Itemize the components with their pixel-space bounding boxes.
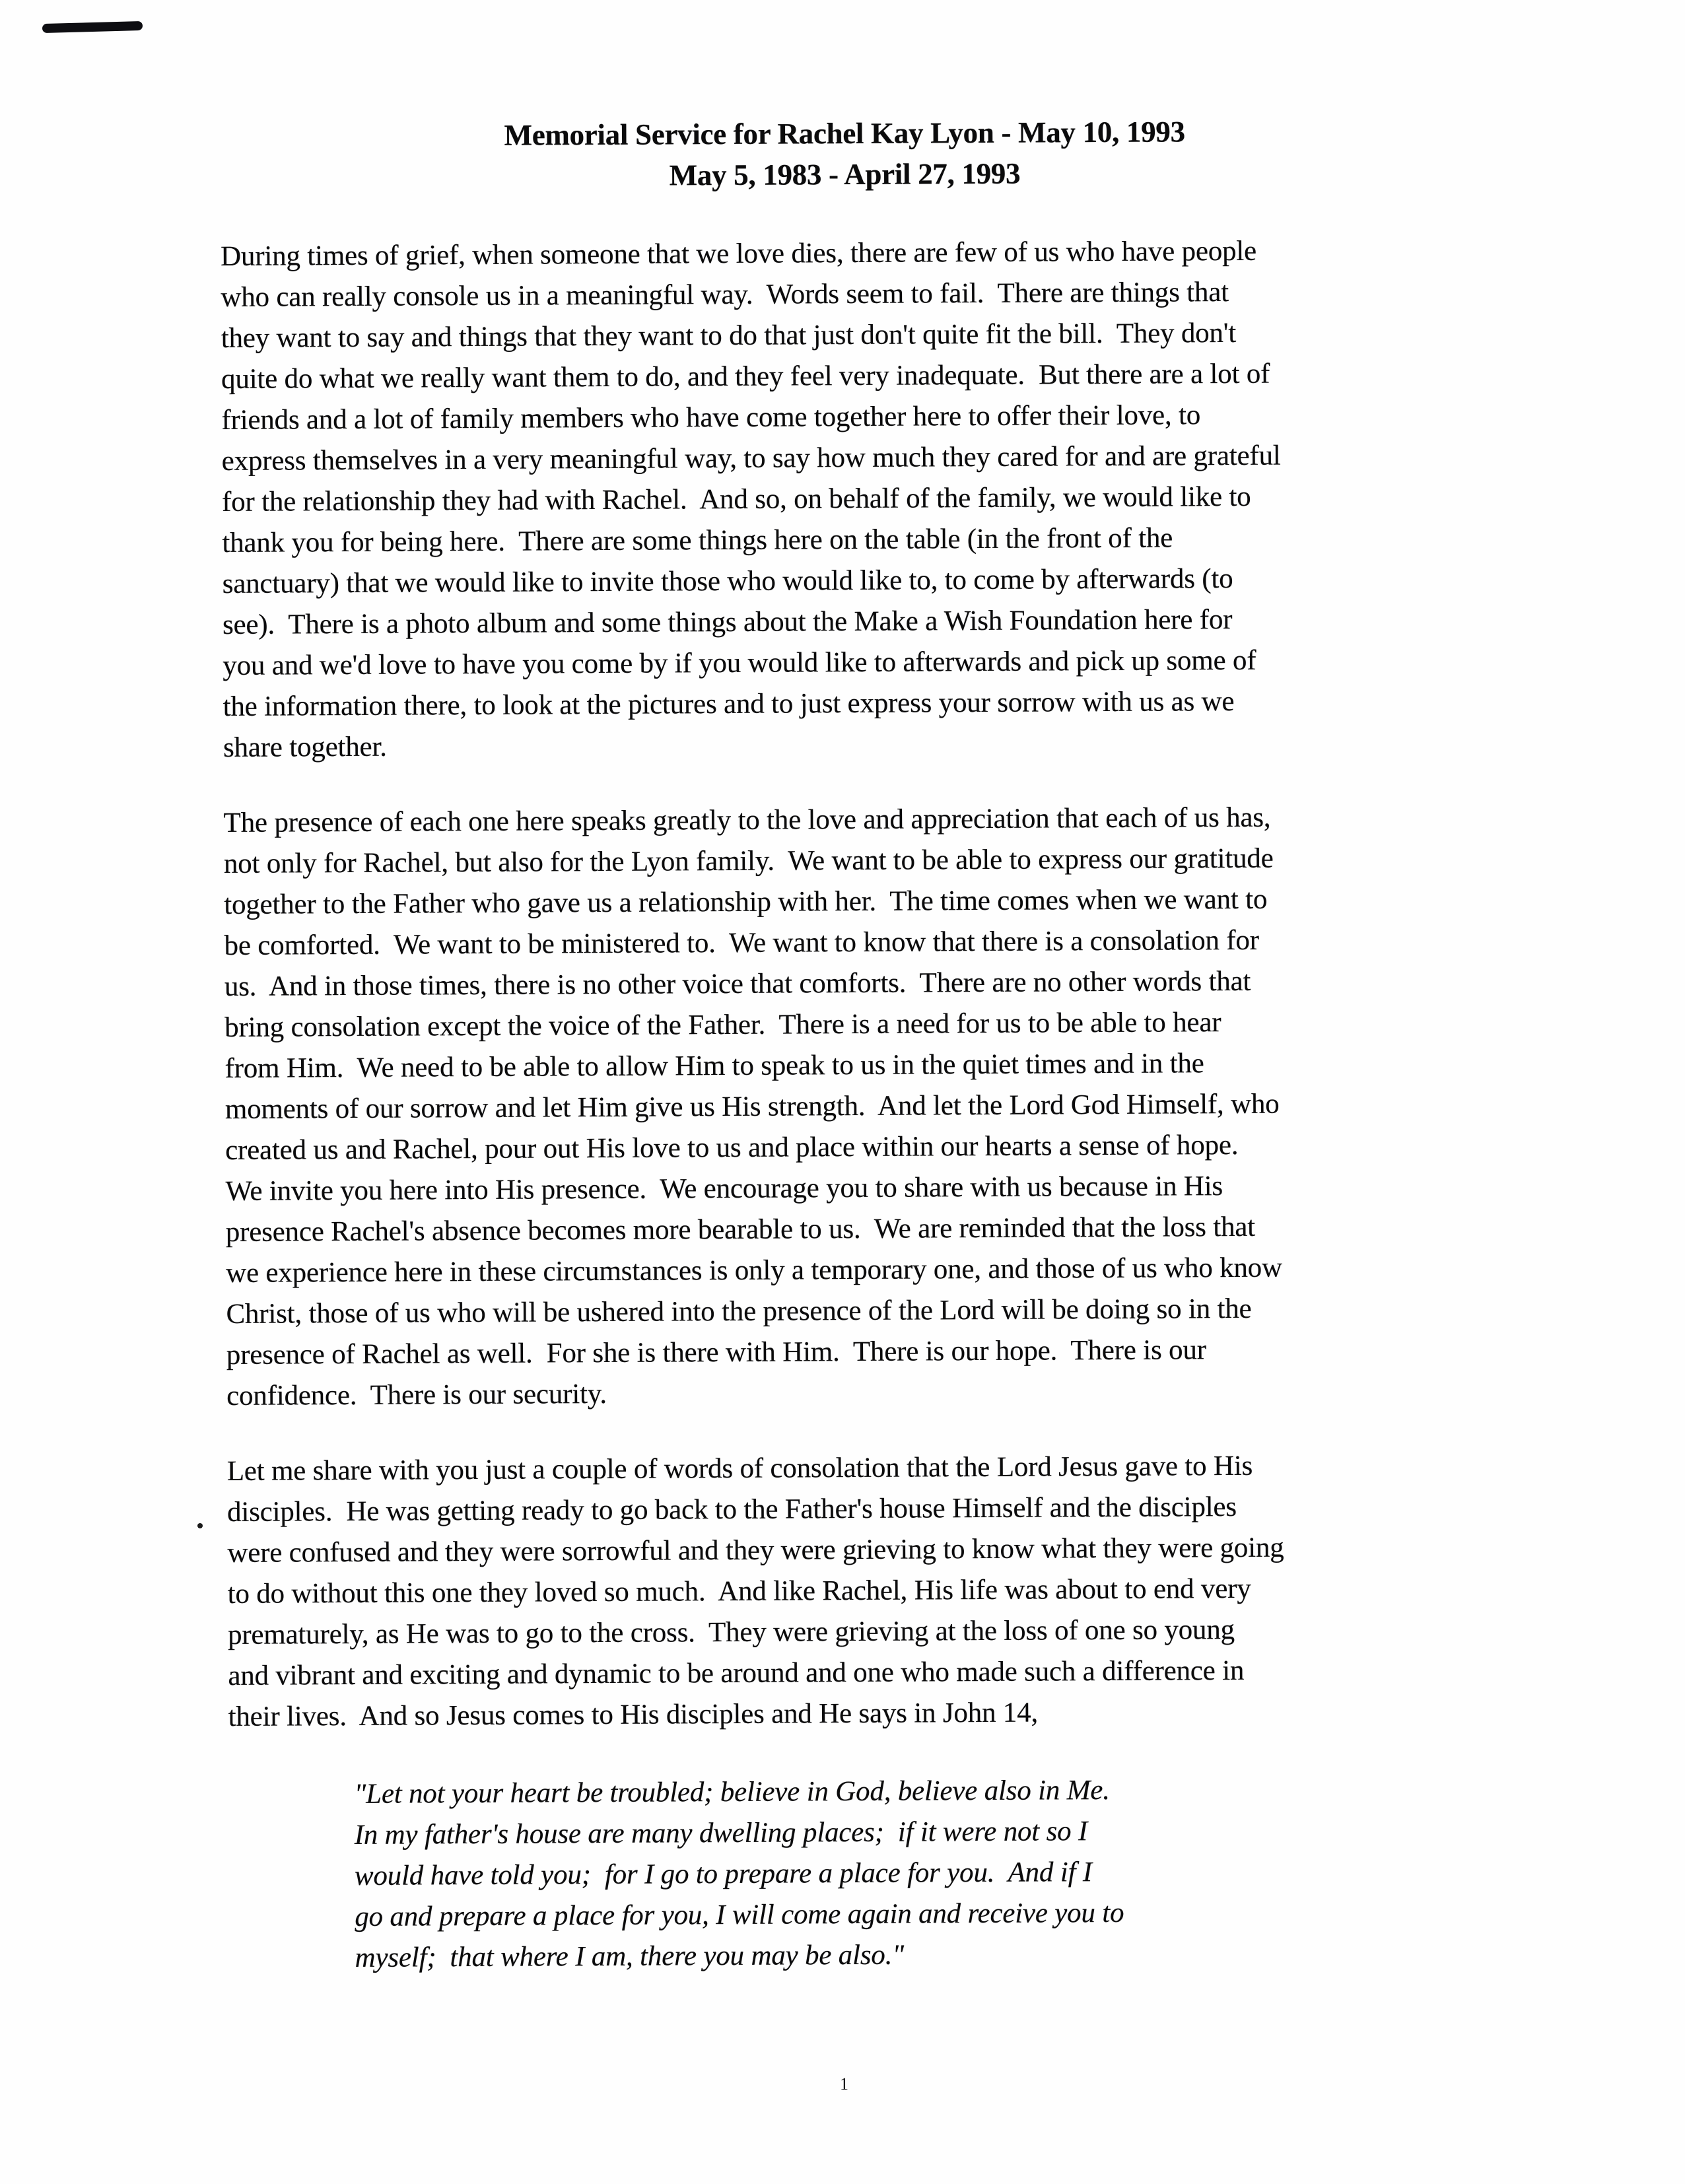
document-header <box>220 110 1470 198</box>
page-number: 1 <box>840 2074 848 2094</box>
paragraph-1: During times of grief, when someone that we love dies, there are few of us who have people who can really console us in a meaningful way. Words seem to fail. There are things that they want to say and things that they want to do that just don't quite fit the bill. They don't quite do what we really want them to do, and they feel very inadequate. But there are a lot of friends and a lot of family members who have come together here to offer their love, to express themselves in a very meaningful way, to say how much they cared for and are grateful for the relationship they had with Rachel. And so, on behalf of the family, we would like to thank you for being here. There are some things here on the table (in the front of the sanctuary) that we would like to invite those who would like to, to come by afterwards (to see). There is a photo album and some things about the Make a Wish Foundation here for you and we'd love to have you come by if you would like to afterwards and pick up some of the information there, to look at the pictures and to just express your sorrow with us as we share together. <box>220 235 1281 763</box>
stray-ink-dot <box>197 1523 203 1528</box>
document-content <box>220 110 1479 1979</box>
document-dates: May 5, 1983 - April 27, 1993 <box>669 156 1021 192</box>
scripture-quote: "Let not your heart be troubled; believe in God, believe also in Me. In my father's house are many dwelling places; if it were not so I would have told you; for I go to prepare a place for you. And if I go and prepare a place for you, I will come again and receive you to myself; that where I am, there you may be also." <box>354 1774 1124 1973</box>
paragraph-3: Let me share with you just a couple of words of consolation that the Lord Jesus gave to His disciples. He was getting ready to go back to the Father's house Himself and the disciples were confused and they were sorrowful and they were grieving to know what they were going to do without this one they loved so much. And like Rachel, His life was about to end very prematurely, as He was to go to the cross. They were grieving at the loss of one so young and vibrant and exciting and dynamic to be around and one who made such a difference in their lives. And so Jesus comes to His disciples and He says in John 14, <box>226 1450 1284 1732</box>
ink-marker-stroke <box>42 21 143 33</box>
paragraph-2: The presence of each one here speaks greatly to the love and appreciation that each of us has, not only for Rachel, but also for the Lyon family. We want to be able to express our gratitude together to the Father who gave us a relationship with her. The time comes when we want to be comforted. We want to be ministered to. We want to know that there is a consolation for us. And in those times, there is no other voice that comforts. There are no other words that bring consolation except the voice of the Father. There is a need for us to be able to hear from Him. We need to be able to allow Him to speak to us in the quiet times and in the moments of our sorrow and let Him give us His strength. And let the Lord God Himself, who created us and Rachel, pour out His love to us and place within our hearts a sense of hope. We invite you here into His presence. We encourage you to share with us because in His presence Rachel's absence becomes more bearable to us. We are reminded that the loss that we experience here in these circumstances is only a temporary one, and those of us who know Christ, those of us who will be ushered into the presence of the Lord will be doing so in the presence of Rachel as well. For she is there with Him. There is our hope. There is our confidence. There is our security. <box>223 802 1283 1412</box>
document-title: Memorial Service for Rachel Kay Lyon - May 10, 1993 <box>504 115 1185 152</box>
